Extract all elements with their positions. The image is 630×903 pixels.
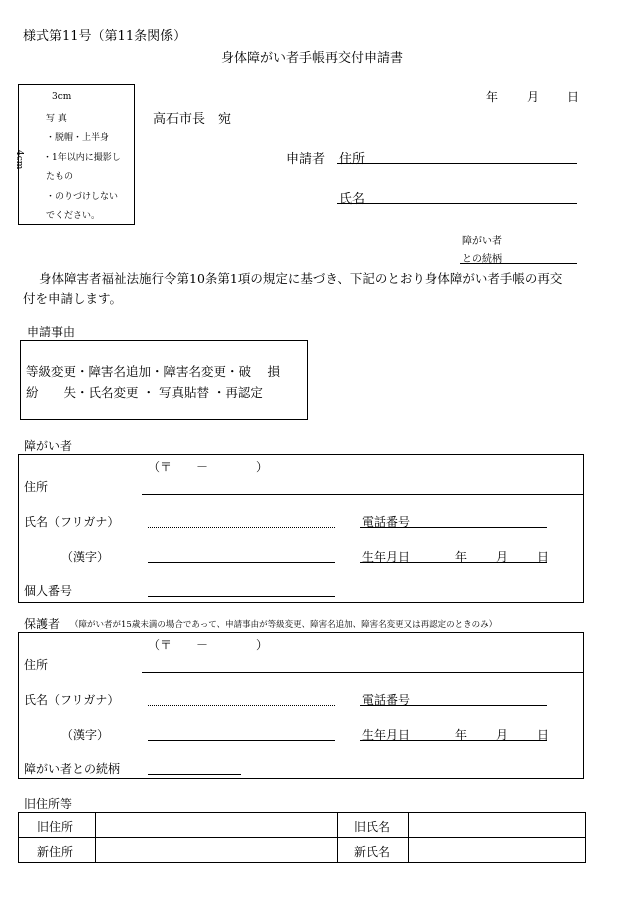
new-name-label: 新氏名 [354, 845, 391, 859]
new-name-field[interactable] [410, 839, 584, 861]
reason-heading: 申請事由 [27, 325, 76, 339]
applicant-name-label: 氏名 [339, 192, 366, 207]
guardian-note: （障がい者が15歳未満の場合であって、申請事由が等級変更、障害名追加、障害名変更又は再認定のときのみ） [70, 620, 498, 630]
applicant-label: 申請者 [286, 152, 326, 167]
applicant-relation-field[interactable] [460, 263, 577, 264]
photo-line: ・のりづけしない [46, 192, 119, 202]
guardian-birth-label: 生年月日 [362, 728, 411, 742]
disabled-postal-code[interactable]: （〒 － ） [148, 460, 269, 474]
disabled-kanji-label: （漢字） [61, 550, 110, 564]
photo-line: でください。 [46, 211, 101, 221]
disabled-phone-label: 電話番号 [362, 515, 411, 529]
disabled-address-label: 住所 [24, 480, 49, 494]
old-name-label: 旧氏名 [354, 820, 391, 834]
date-year-label: 年 [486, 90, 499, 104]
guardian-furigana-label: 氏名（フリガナ） [24, 693, 120, 707]
disabled-birth-month-label: 月 [496, 550, 509, 564]
disabled-mynumber-field[interactable] [148, 596, 335, 597]
guardian-birth-field[interactable] [360, 740, 547, 741]
guardian-kanji-label: （漢字） [61, 728, 110, 742]
disabled-birth-year-label: 年 [455, 550, 468, 564]
guardian-relation-field[interactable] [148, 774, 241, 775]
old-address-field[interactable] [97, 814, 335, 836]
disabled-address-field[interactable] [142, 494, 584, 495]
guardian-birth-year-label: 年 [455, 728, 468, 742]
statement-line: 付を申請します。 [23, 291, 123, 306]
photo-line: ・1年以内に撮影し [43, 153, 121, 163]
reason-box [20, 340, 308, 420]
disabled-heading: 障がい者 [24, 439, 73, 453]
old-address-row-divider [18, 837, 586, 838]
reason-options-line[interactable]: 等級変更・障害名追加・障害名変更・破 損 [26, 364, 280, 379]
disabled-kanji-field[interactable] [148, 562, 335, 563]
new-address-field[interactable] [97, 839, 335, 861]
guardian-address-label: 住所 [24, 658, 49, 672]
guardian-relation-label: 障がい者との続柄 [24, 762, 121, 776]
disabled-birth-field[interactable] [360, 562, 547, 563]
guardian-postal-code[interactable]: （〒 － ） [148, 638, 269, 652]
date-month-label: 月 [527, 90, 540, 104]
disabled-birth-label: 生年月日 [362, 550, 411, 564]
photo-width-label: 3cm [52, 92, 72, 102]
applicant-relation-label: 障がい者 [462, 236, 502, 247]
old-address-label: 旧住所 [37, 820, 74, 834]
applicant-name-field[interactable] [337, 203, 577, 204]
old-address-heading: 旧住所等 [24, 797, 73, 811]
guardian-birth-month-label: 月 [496, 728, 509, 742]
guardian-phone-field[interactable] [360, 705, 547, 706]
old-address-col-divider [408, 812, 409, 863]
statement-line: 身体障害者福祉法施行令第10条第1項の規定に基づき、下記のとおり身体障がい者手帳の再交 [39, 271, 563, 286]
guardian-phone-label: 電話番号 [362, 693, 411, 707]
old-address-col-divider [337, 812, 338, 863]
old-name-field[interactable] [410, 814, 584, 836]
reason-options-line[interactable]: 紛 失・氏名変更 ・ 写真貼替 ・再認定 [26, 385, 263, 400]
applicant-relation-label: との続柄 [462, 254, 502, 265]
photo-line: ・脱帽・上半身 [46, 133, 110, 143]
form-title: 身体障がい者手帳再交付申請書 [221, 51, 404, 66]
photo-height-label: 4cm [14, 150, 24, 170]
disabled-furigana-field[interactable] [148, 527, 335, 528]
photo-line: 写 真 [46, 114, 67, 124]
new-address-label: 新住所 [37, 845, 74, 859]
guardian-kanji-field[interactable] [148, 740, 335, 741]
disabled-furigana-label: 氏名（フリガナ） [24, 515, 120, 529]
form-id: 様式第11号（第11条関係） [23, 29, 187, 44]
guardian-heading: 保護者 [24, 617, 61, 631]
applicant-address-field[interactable] [337, 163, 577, 164]
guardian-birth-day-label: 日 [537, 728, 550, 742]
guardian-address-field[interactable] [142, 672, 584, 673]
date-day-label: 日 [567, 90, 580, 104]
old-address-col-divider [95, 812, 96, 863]
disabled-phone-field[interactable] [360, 527, 547, 528]
guardian-furigana-field[interactable] [148, 705, 335, 706]
addressee: 高石市長 宛 [153, 112, 232, 127]
applicant-address-label: 住所 [339, 152, 366, 167]
photo-line: たもの [46, 172, 74, 182]
disabled-birth-day-label: 日 [537, 550, 550, 564]
disabled-mynumber-label: 個人番号 [24, 584, 73, 598]
